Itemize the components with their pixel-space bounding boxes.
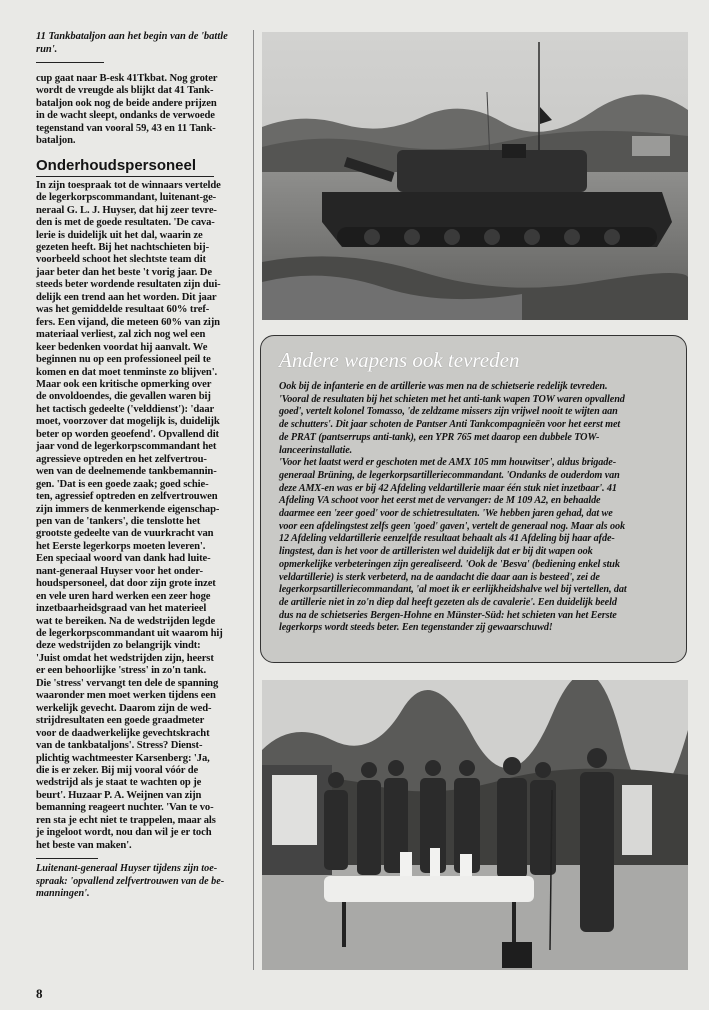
tank-photo-image bbox=[262, 32, 688, 320]
article-body: In zijn toespraak tot de winnaars vertelde de legerkorpscommandant, luitenant-ge- neraal G. L. J. Huyser, dat hij zeer tevre- den is met de goede resultaten. 'De cava- lerie is duidelijk uit het dal, waarin ze gezeten heeft. Bij het nachtschieten bij- voorbeeld schoot het slechtste team dit jaar beter dan het beste 't vorig jaar. De steeds beter wordende resultaten zijn dui- delijk een trend aan het worden. Dit jaar was het gemiddelde resultaat 60% tref- fers. Een vijand, die meteen 60% van zijn materiaal verliest, zal zich nog wel een keer bedenken voordat hij aanvalt. We beginnen nu op een professioneel peil te komen en dat moet tenminste zo blijven'. Maar ook een kritische opmerking over de onvoldoendes, die gevallen waren bij het tactisch gedeelte ('velddienst'): 'daar moet, voorzover dat mogelijk is, duidelijk beter op worden geoefend'. Opvallend dit jaar vond de legerkorpscommandant het agressieve optreden en het zelfvertrou- wen van de deelnemende tankbemannin- gen. 'Dat is een goede zaak; goed schie- ten, agressief optreden en zelfvertrouwen zijn immers de kenmerkende eigenschap- pen van de 'tankers', die tenslotte het grootste gedeelte van de vuurkracht van het Eerste legerkorps moeten leveren'. Een speciaal woord van dank had luite- nant-generaal Huyser voor het onder- houdspersoneel, dat door zijn grote inzet en vele uren hard werken een zeer hoge inzetbaarheidsgraad van het materieel wat te bereiken. Na de wedstrijden legde de legerkorpscommandant uit waarom hij deze wedstrijden zo belangrijk vindt: 'Juist omdat het wedstrijden zijn, heerst er een behoorlijke 'stress' in zo'n tank. Die 'stress' vervangt ten dele de spanning waaronder men moet werken tijdens een werkelijk gevecht. Daarom zijn de wed- strijdresultaten een goede graadmeter voor de daadwerkelijke gevechtskracht van de tankbataljons'. Stress? Dienst- plichtig wachtmeester Karsenberg: 'Ja, die is er zeker. Bij mij vooral vóór de wedstrijd als je staat te wachten op je beurt'. Huzaar P. A. Weijnen van zijn bemanning reageert nuchter. 'Van te vo- ren sta je echt niet te trappelen, maar als je ingeloot wordt, nou dan wil je er toch het beste van maken'. bbox=[36, 179, 223, 851]
section-heading: Onderhoudspersoneel bbox=[36, 156, 197, 174]
intro-paragraph: cup gaat naar B-esk 41Tkbat. Nog groter wordt de vreugde als blijkt dat 41 Tank- bataljon ook nog de beide andere prijzen in de wacht sleept, ondanks de verwoede tegenstand van vooral 59, 43 en 11 Tank- bataljon. bbox=[36, 73, 218, 147]
sidebar-box bbox=[260, 335, 687, 663]
photo-caption-top: 11 Tankbataljon aan het begin van de 'battle run'. bbox=[36, 31, 228, 55]
heading-rule bbox=[36, 176, 214, 177]
sidebar-title: Andere wapens ook tevreden bbox=[279, 348, 520, 372]
ceremony-photo-image bbox=[262, 680, 688, 970]
column-divider bbox=[253, 30, 254, 970]
caption-rule bbox=[36, 62, 104, 63]
tank-photo bbox=[262, 32, 688, 320]
caption-rule-bottom bbox=[36, 858, 98, 859]
sidebar-text: Ook bij de infanterie en de artillerie was men na de schietserie redelijk tevreden. 'Vooral de resultaten bij het schieten met het anti-tank wapen TOW waren opvallend goed', vertelt kolonel Tomasso, 'de zeldzame missers zijn vrijwel nooit te wijten aan de schutters'. Dit jaar schoten de Pantser Anti Tankcompagnieën voor het eerst met de PRAT (pantserrups anti-tank), een YPR 765 met daarop een dubbele TOW- lanceerinstallatie. 'Voor het laatst werd er geschoten met de AMX 105 mm houwitser', aldus brigade- generaal Brüning, de legerkorpsartilleriecommandant. 'Ondanks de ouderdom van deze AMX-en was er bij 42 Afdeling veldartillerie maar één stuk niet inzetbaar'. 41 Afdeling VA schoot voor het eerst met de vervanger: de M 109 A2, en behaalde daarmee een 'zeer goed' voor de schietresultaten. 'We hebben jaren gehad, dat we voor een afdelingstest zelfs geen 'goed' gaven', vertelt de generaal nog. Maar als ook 12 Afdeling veldartillerie eenzelfde resultaat behaalt als 41 Afdeling bij haar afde- lingstest, dan is het voor de artilleristen wel duidelijk dat er bij dit wapen ook opmerkelijke verbeteringen zijn gerealiseerd. 'Ook de 'Besva' (bediening enkel stuk veldartillerie) is sterk verbeterd, na de aandacht die daar aan is besteed', zei de legerkorpsartilleriecommandant, 'al moet ik er eerlijkheidshalve wel bij vertellen, dat de artillerie niet in zo'n diep dal heeft gezeten als de cavalerie'. Een duidelijk beeld dus na de schietseries Bergen-Hohne en Münster-Süd: het schieten van het Eerste legerkorps wordt steeds beter. Een tegenstander zij gewaarschuwd! bbox=[279, 381, 627, 634]
left-column bbox=[36, 30, 249, 900]
ceremony-photo bbox=[262, 680, 688, 970]
page-number: 8 bbox=[36, 986, 43, 1001]
photo-caption-bottom: Luitenant-generaal Huyser tijdens zijn toe- spraak: 'opvallend zelfvertrouwen van de be- manningen'. bbox=[36, 863, 225, 899]
